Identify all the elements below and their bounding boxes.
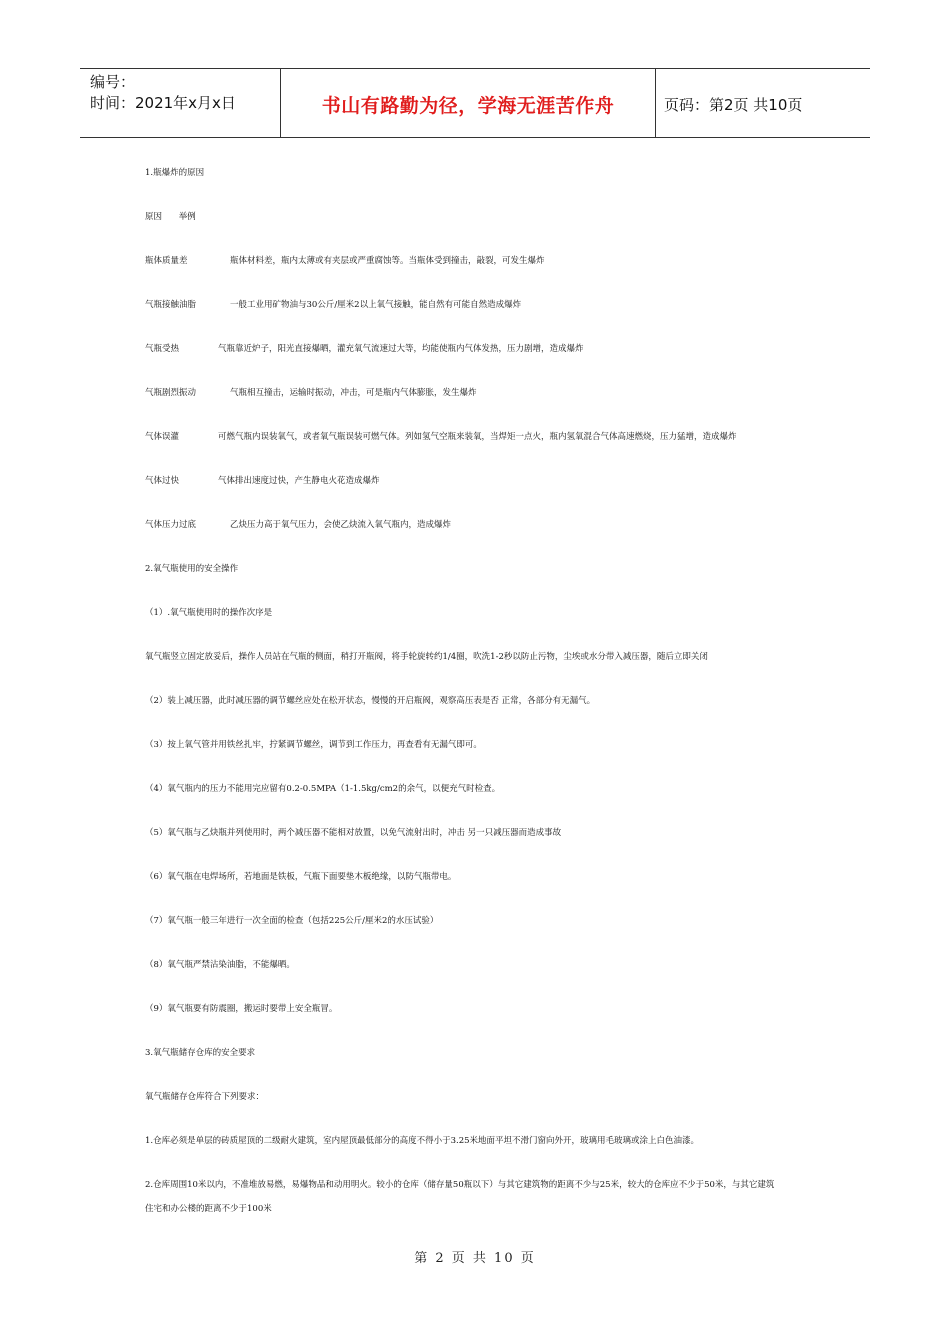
document-number-label: 编号： xyxy=(90,73,136,91)
cause-row xyxy=(145,518,451,530)
cause-example: 乙炔压力高于氧气压力，会使乙炔流入氧气瓶内，造成爆炸 xyxy=(230,520,452,530)
paragraph: 氧气瓶竖立固定放妥后，操作人员站在气瓶的侧面，稍打开瓶阀，将手轮旋转约1/4圈，吹洗1-2秒以防止污物，尘埃或水分带入减压器，随后立即关闭 xyxy=(145,652,708,662)
cause-row xyxy=(145,298,521,310)
cause-example: 瓶体材料差，瓶内太薄或有夹层或严重腐蚀等。当瓶体受到撞击，敲裂，可发生爆炸 xyxy=(230,256,545,266)
header-page-cell xyxy=(656,69,870,137)
paragraph: 氧气瓶储存仓库符合下列要求： xyxy=(145,1092,265,1102)
cause-column-header: 原因 xyxy=(145,212,163,222)
cause-example: 气瓶相互撞击，运输时振动，冲击，可是瓶内气体膨胀，发生爆炸 xyxy=(230,388,477,398)
cause-example: 一般工业用矿物油与30公斤/厘米2以上氧气接触，能自然有可能自然造成爆炸 xyxy=(230,300,522,310)
document-time-label: 时间：2021年x月x日 xyxy=(90,94,236,112)
cause-row xyxy=(145,474,380,486)
section-heading-1: 1.瓶爆炸的原因 xyxy=(145,168,205,178)
page-header xyxy=(80,68,870,138)
step-item: （9）氧气瓶要有防震圈，搬运时要带上安全瓶冒。 xyxy=(145,1004,338,1014)
cause-row xyxy=(145,430,737,442)
cause-example: 气体排出速度过快，产生静电火花造成爆炸 xyxy=(218,476,380,486)
step-item: （2）装上减压器，此时减压器的调节螺丝应处在松开状态，慢慢的开启瓶阀，观察高压表是否 正常，各部分有无漏气。 xyxy=(145,696,596,706)
header-motto: 书山有路勤为径，学海无涯苦作舟 xyxy=(321,95,615,117)
requirement-item: 2.仓库周围10米以内，不准堆放易燃，易爆物品和动用明火。较小的仓库（储存量50瓶以下）与其它建筑物的距离不少与25米，较大的仓库应不少于50米，与其它建筑 xyxy=(145,1180,775,1190)
cause-name: 气体过快 xyxy=(145,476,180,486)
requirement-item-continuation: 住宅和办公楼的距离不少于100米 xyxy=(145,1204,272,1214)
step-item: （8）氧气瓶严禁沾染油脂，不能爆晒。 xyxy=(145,960,295,970)
cause-row xyxy=(145,254,545,266)
cause-name: 气体压力过底 xyxy=(145,520,197,530)
step-item: （5）氧气瓶与乙炔瓶并列使用时，两个减压器不能相对放置，以免气流射出时，冲击 另一只减压器而造成事故 xyxy=(145,828,562,838)
cause-name: 气瓶接触油脂 xyxy=(145,300,197,310)
step-item: （7）氧气瓶一般三年进行一次全面的检查（包括225公斤/厘米2的水压试验） xyxy=(145,916,439,926)
step-item: （3）按上氧气管并用铁丝扎牢，拧紧调节螺丝，调节到工作压力，再查看有无漏气即可。 xyxy=(145,740,482,750)
cause-row xyxy=(145,342,584,354)
cause-name: 气瓶剧烈振动 xyxy=(145,388,197,398)
header-info-cell xyxy=(80,69,281,137)
cause-name: 气瓶受热 xyxy=(145,344,180,354)
cause-example: 气瓶靠近炉子，阳光直接爆晒，灌充氧气流速过大等，均能使瓶内气体发热，压力剧增，造成爆炸 xyxy=(218,344,584,354)
section-heading-3: 3.氧气瓶储存仓库的安全要求 xyxy=(145,1048,256,1058)
cause-row xyxy=(145,386,477,398)
step-item: （6）氧气瓶在电焊场所，若地面是铁板，气瓶下面要垫木板绝缘，以防气瓶带电。 xyxy=(145,872,457,882)
page-footer: 第 2 页 共 10 页 xyxy=(414,1251,536,1266)
example-column-header: 举例 xyxy=(178,212,196,222)
header-page-info: 页码：第2页 共10页 xyxy=(664,96,803,114)
step-item: （4）氧气瓶内的压力不能用完应留有0.2-0.5MPA（1-1.5kg/cm2的余气，以便充气时检查。 xyxy=(145,784,501,794)
cause-name: 气体误灌 xyxy=(145,432,180,442)
header-motto-cell xyxy=(281,69,656,137)
cause-example: 可燃气瓶内误装氧气，或者氧气瓶误装可燃气体。列如氢气空瓶来装氧，当焊矩一点火，瓶内氢氧混合气体高速燃烧，压力猛增，造成爆炸 xyxy=(218,432,737,442)
subsection-heading: （1）.氧气瓶使用时的操作次序是 xyxy=(145,608,273,618)
cause-name: 瓶体质量差 xyxy=(145,256,188,266)
requirement-item: 1.仓库必须是单层的砖质屋顶的二级耐火建筑，室内屋顶最低部分的高度不得小于3.25米地面平坦不滑门窗向外开，玻璃用毛玻璃或涂上白色油漆。 xyxy=(145,1136,700,1146)
section-heading-2: 2.氧气瓶使用的安全操作 xyxy=(145,564,239,574)
cause-table-header xyxy=(145,210,196,222)
